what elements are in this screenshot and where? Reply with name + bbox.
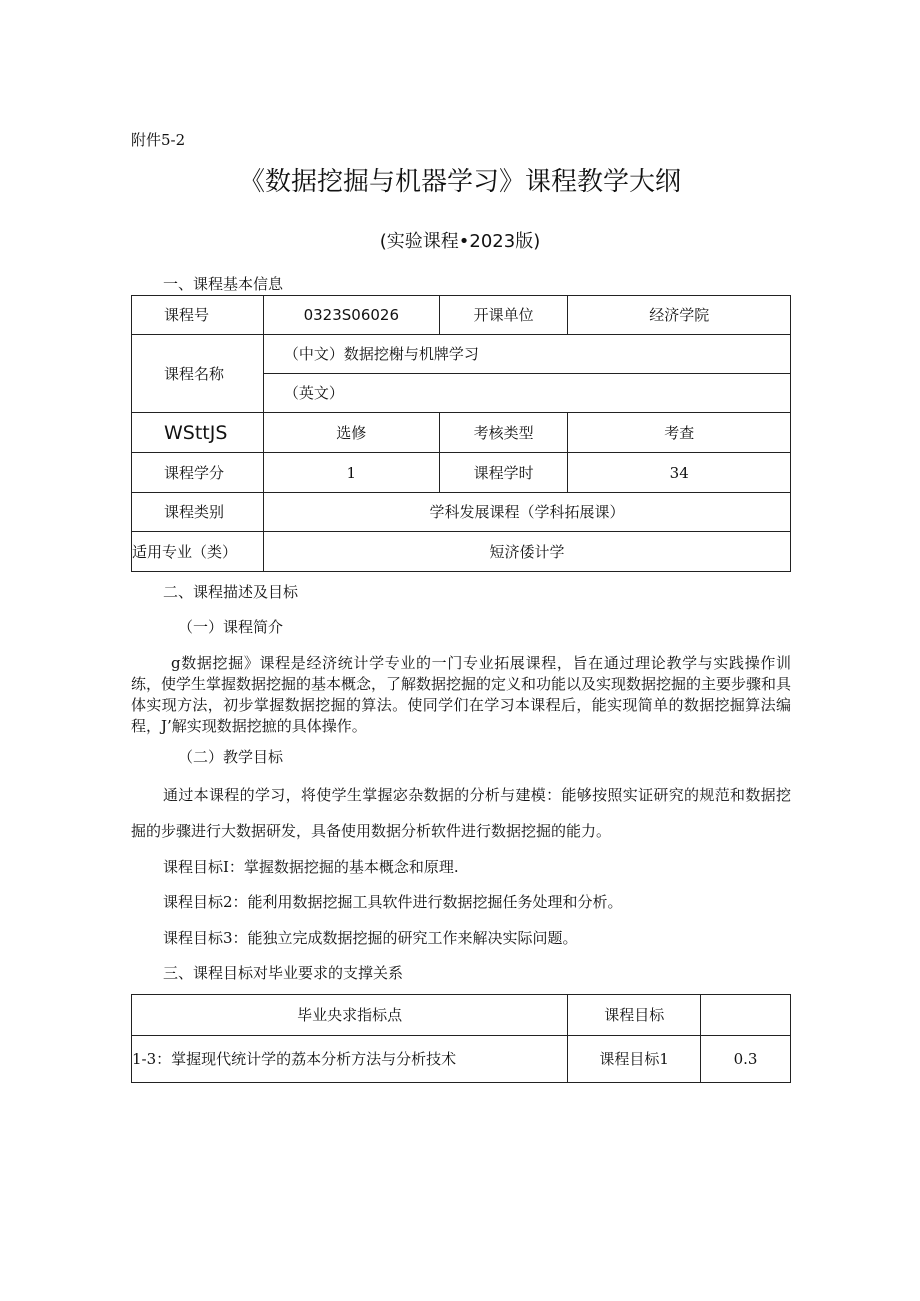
- cell: 0.3: [701, 1036, 791, 1083]
- value: 经济学院: [568, 296, 791, 335]
- header: 毕业央求指标点: [132, 995, 568, 1036]
- label: 适用专业（类）: [132, 532, 264, 572]
- value: 选修: [263, 413, 439, 453]
- label: 开课单位: [439, 296, 568, 335]
- label: 课程类别: [132, 493, 264, 532]
- value: 学科发展课程（学科拓展课）: [263, 493, 790, 532]
- page-title: 《数据挖掘与机器学习》课程教学大纲: [238, 167, 681, 197]
- section-heading: 三、课程目标对毕业要求的支撑关系: [163, 964, 404, 982]
- label: WSttJS: [132, 413, 264, 453]
- label: 考核类型: [439, 413, 568, 453]
- course-info-table: [131, 295, 791, 572]
- table-row: [132, 1036, 791, 1083]
- label: 课程号: [132, 296, 264, 335]
- label: 课程学时: [439, 453, 568, 493]
- value: 考查: [568, 413, 791, 453]
- subsection-heading: （二）教学目标: [178, 748, 284, 766]
- header: [701, 995, 791, 1036]
- course-intro: g数据挖掘》课程是经济统计学专业的一门专业拓展课程，旨在通过理论教学与实践操作训练，使学生掌握数据挖掘的基本概念，了解数据挖掘的定义和功能以及实现数据挖掘的主要步骤和具体实现方法，初步掌握数据挖掘的算法。使同学们在学习本课程后，能实现简单的数据挖掘算法编程，J’解实现数据挖摭的具体操作。: [131, 654, 792, 735]
- goal-item: 课程目标I：掌握数据挖掘的基本概念和原理.: [163, 858, 459, 876]
- value: 短济倭计学: [263, 532, 790, 572]
- value: 34: [568, 453, 791, 493]
- label: 课程学分: [132, 453, 264, 493]
- support-table: [131, 994, 791, 1083]
- goal-item: 课程目标2：能利用数据挖掘工具软件进行数据挖掘任务处理和分析。: [163, 893, 623, 911]
- section-heading: 二、课程描述及目标: [163, 583, 299, 601]
- goal-intro: 通过本课程的学习，将使学生掌握宓杂数据的分析与建模：能够按照实证研究的规范和数据挖掘的步骤进行大数据研发，具备使用数据分析软件进行数据挖掘的能力。: [131, 786, 791, 840]
- cell: 课程目标1: [568, 1036, 701, 1083]
- cell: 1-3：掌握现代统计学的荔本分析方法与分析技术: [132, 1036, 568, 1083]
- goal-item: 课程目标3：能独立完成数据挖掘的研究工作来解决实际问题。: [163, 929, 578, 947]
- value: （英文）: [263, 374, 790, 413]
- page-subtitle: (实验课程•2023版): [379, 231, 541, 252]
- value: 0323S06026: [263, 296, 439, 335]
- value: （中文）数据挖榭与机牌学习: [263, 335, 790, 374]
- value: 1: [263, 453, 439, 493]
- label: 课程名称: [132, 335, 264, 413]
- header: 课程目标: [568, 995, 701, 1036]
- section-heading: 一、课程基本信息: [163, 275, 284, 293]
- subsection-heading: （一）课程简介: [178, 618, 284, 636]
- attachment-label: 附件5-2: [131, 131, 186, 149]
